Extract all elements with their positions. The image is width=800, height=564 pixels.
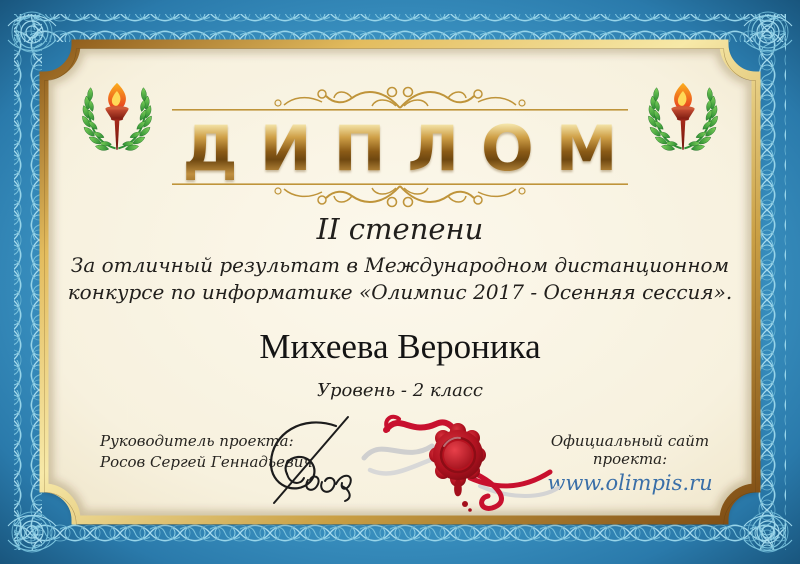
award-description-line2: конкурсе по информатике «Олимпис 2017 - Осенняя сессия». — [67, 280, 733, 304]
official-site-link[interactable]: www.olimpis.ru — [547, 471, 713, 495]
project-leader-label: Руководитель проекта: — [100, 432, 294, 450]
signature — [238, 412, 360, 508]
diploma-title: ДИПЛОМ — [0, 110, 800, 190]
level-text: Уровень - 2 класс — [317, 380, 483, 401]
project-leader-name: Росов Сергей Геннадьевич — [100, 453, 313, 471]
degree-text: II степени — [316, 212, 484, 246]
seal-wax — [429, 423, 486, 512]
wax-seal — [352, 400, 562, 518]
recipient-name: Михеева Вероника — [259, 327, 541, 366]
official-site-label: Официальный сайт проекта: — [550, 432, 710, 468]
award-description — [0, 252, 800, 306]
award-description-line1: За отличный результат в Международном дистанционном — [70, 253, 730, 277]
official-site-block — [545, 432, 715, 495]
